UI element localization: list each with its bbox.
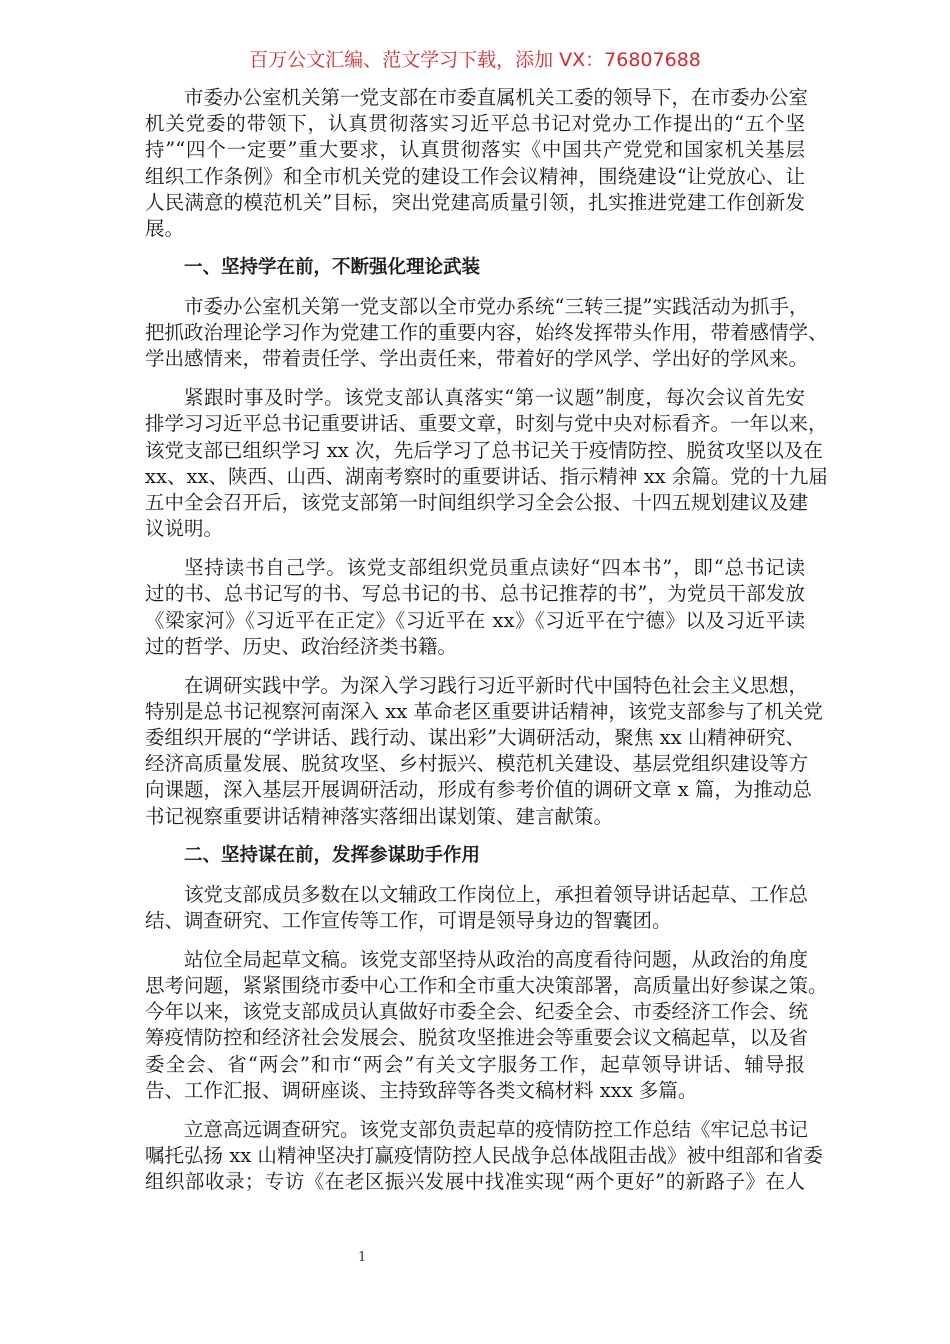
text-line: 站位全局起草文稿。该党支部坚持从政治的高度看待问题，从政治的角度 <box>184 947 809 971</box>
text-line: 坚持读书自己学。该党支部组织党员重点读好“四本书”，即“总书记读 <box>184 556 805 580</box>
text-line: 二、坚持谋在前，发挥参谋助手作用 <box>184 844 481 866</box>
text-line: 向课题，深入基层开展调研活动，形成有参考价值的调研文章 x 篇，为推动总 <box>145 778 812 802</box>
text-line: 市委办公室机关第一党支部以全市党办系统“三转三提”实践活动为抓手， <box>184 294 809 318</box>
text-line: 在调研实践中学。为深入学习践行习近平新时代中国特色社会主义思想， <box>184 673 809 697</box>
text-line: 机关党委的带领下，认真贯彻落实习近平总书记对党办工作提出的“五个坚 <box>145 112 805 136</box>
text-line: 把抓政治理论学习作为党建工作的重要内容，始终发挥带头作用，带着感情学、 <box>145 321 828 345</box>
paragraph <box>145 555 805 660</box>
text-line: xx、xx、陕西、山西、湖南考察时的重要讲话、指示精神 xx 余篇。党的十九届 <box>145 464 828 488</box>
text-line: 市委办公室机关第一党支部在市委直属机关工委的领导下，在市委办公室 <box>184 86 809 109</box>
text-line: 五中全会召开后，该党支部第一时间组织学习全会公报、十四五规划建议及建 <box>145 491 809 515</box>
text-line: 嘱托弘扬 xx 山精神坚决打赢疫情防控人民战争总体战阻击战》被中组部和省委 <box>145 1143 823 1167</box>
text-line: 经济高质量发展、脱贫攻坚、乡村振兴、模范机关建设、基层党组织建设等方 <box>145 752 809 776</box>
text-line: 议说明。 <box>145 517 224 541</box>
paragraph <box>145 1117 823 1196</box>
paragraph <box>145 294 828 373</box>
text-line: 书记视察重要讲话精神落实落细出谋划策、建言献策。 <box>145 804 614 828</box>
text-line: 筹疫情防控和经济社会发展会、脱贫攻坚推进会等重要会议文稿起草，以及省 <box>145 1026 809 1050</box>
text-line: 委组织开展的“学讲话、践行动、谋出彩”大调研活动，聚焦 xx 山精神研究、 <box>145 726 805 750</box>
text-line: 特别是总书记视察河南深入 xx 革命老区重要讲话精神，该党支部参与了机关党 <box>145 699 823 723</box>
text-line: 过的哲学、历史、政治经济类书籍。 <box>145 634 458 658</box>
text-line: 立意高远调查研究。该党支部负责起草的疫情防控工作总结《牢记总书记 <box>184 1117 809 1141</box>
text-line: 思考问题，紧紧围绕市委中心工作和全市重大决策部署，高质量出好参谋之策。 <box>145 974 828 997</box>
text-line: 一、坚持学在前，不断强化理论武装 <box>184 256 481 278</box>
text-line: 排学习习近平总书记重要讲话、重要文章，时刻与党中央对标看齐。一年以来， <box>145 412 828 436</box>
text-line: 组织工作条例》和全市机关党的建设工作会议精神，围绕建设“让党放心、让 <box>145 164 805 188</box>
text-line: 组织部收录；专访《在老区振兴发展中找准实现“两个更好”的新路子》在人 <box>145 1170 805 1194</box>
text-line: 展。 <box>145 216 185 240</box>
text-line: 该党支部已组织学习 xx 次，先后学习了总书记关于疫情防控、脱贫攻坚以及在 <box>145 438 823 462</box>
text-line: 告、工作汇报、调研座谈、主持致辞等各类文稿材料 xxx 多篇。 <box>145 1078 698 1102</box>
watermark-banner: 百万公文汇编、范文学习下载，添加 VX：76807688 <box>249 49 701 71</box>
paragraph <box>145 85 809 242</box>
text-line: 紧跟时事及时学。该党支部认真落实“第一议题”制度，每次会议首先安 <box>184 386 805 410</box>
text-line: 过的书、总书记写的书、写总书记的书、总书记推荐的书”，为党员干部发放 <box>145 582 805 606</box>
paragraph <box>145 385 828 542</box>
text-line: 结、调查研究、工作宣传等工作，可谓是领导身边的智囊团。 <box>145 908 672 932</box>
text-line: 《梁家河》《习近平在正定》《习近平在 xx》《习近平在宁德》以及习近平读 <box>145 608 805 632</box>
paragraph <box>145 947 828 1104</box>
text-line: 该党支部成员多数在以文辅政工作岗位上，承担着领导讲话起草、工作总 <box>184 882 809 906</box>
paragraph <box>145 882 809 934</box>
text-line: 委全会、省“两会”和市“两会”有关文字服务工作，起草领导讲话、辅导报 <box>145 1052 805 1076</box>
section-heading <box>145 843 805 869</box>
text-line: 学出感情来，带着责任学、学出责任来，带着好的学风学、学出好的学风来。 <box>145 347 809 371</box>
section-heading <box>145 255 805 281</box>
text-line: 持”“四个一定要”重大要求，认真贯彻落实《中国共产党党和国家机关基层 <box>145 138 805 162</box>
paragraph <box>145 673 823 830</box>
page-number: 1 <box>358 1250 367 1265</box>
document-body <box>145 85 828 1208</box>
text-line: 今年以来，该党支部成员认真做好市委全会、纪委全会、市委经济工作会、统 <box>145 1000 809 1024</box>
text-line: 人民满意的模范机关”目标，突出党建高质量引领，扎实推进党建工作创新发 <box>145 190 805 214</box>
